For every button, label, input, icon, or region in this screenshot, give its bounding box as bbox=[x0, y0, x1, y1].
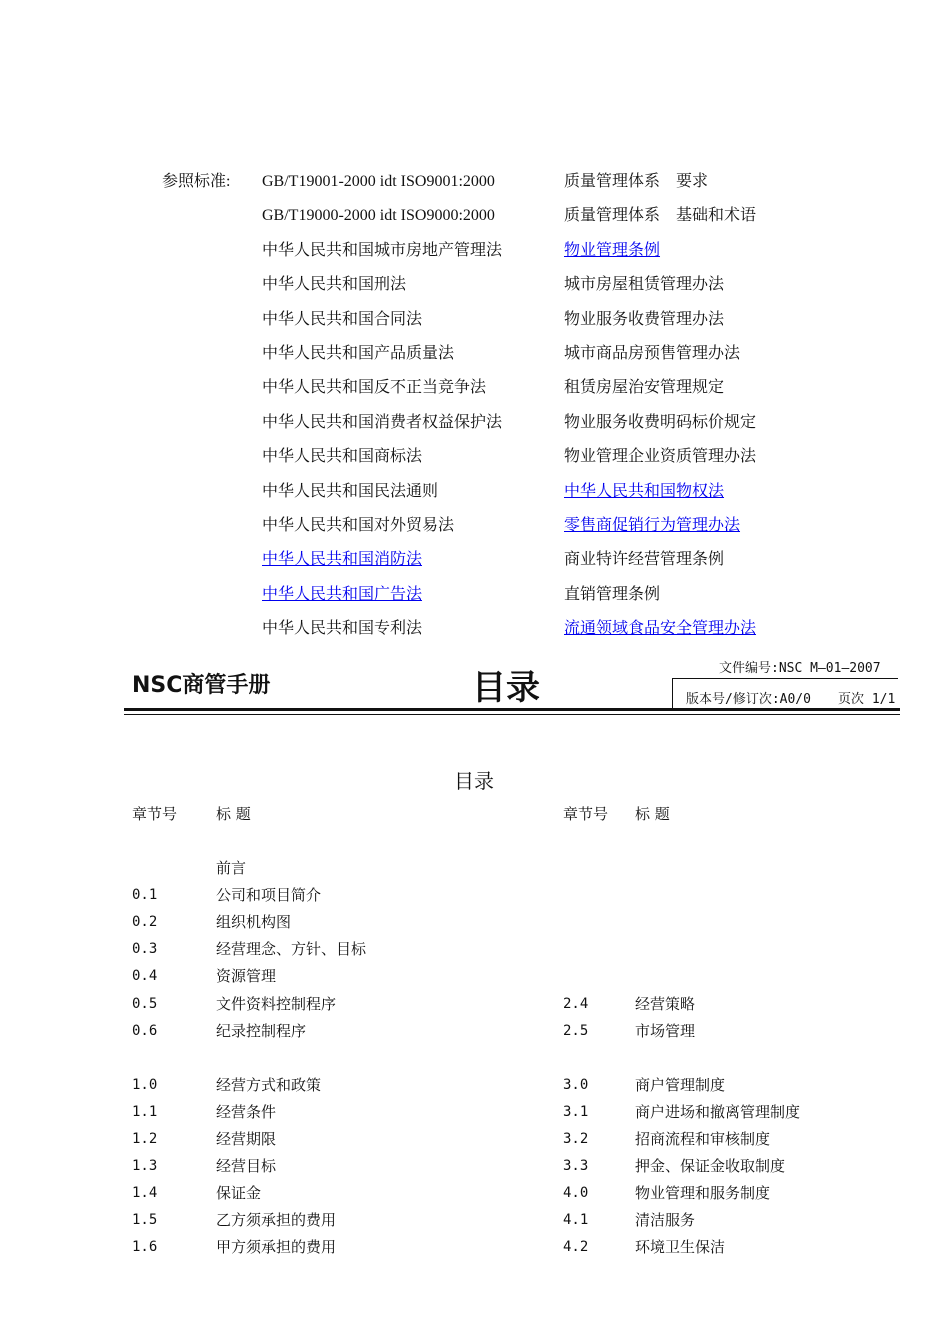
toc-entry-title: 前言 bbox=[216, 859, 247, 877]
reference-item: 城市商品房预售管理办法 bbox=[564, 345, 741, 362]
document-number: 文件编号:NSC M—01—2007 bbox=[719, 661, 881, 676]
toc-chapter-number: 0.3 bbox=[132, 941, 158, 957]
toc-chapter-number: 1.1 bbox=[132, 1104, 158, 1120]
reference-item: 中华人民共和国民法通则 bbox=[262, 483, 439, 500]
reference-link[interactable]: 流通领域食品安全管理办法 bbox=[564, 620, 757, 637]
reference-item: 中华人民共和国刑法 bbox=[262, 276, 407, 293]
toc-entry-title: 甲方须承担的费用 bbox=[216, 1238, 337, 1256]
reference-item: 质量管理体系 要求 bbox=[564, 173, 709, 190]
header-box-left-border bbox=[672, 678, 673, 710]
toc-chapter-number: 0.5 bbox=[132, 996, 158, 1012]
toc-column-chapter-right: 章节号 bbox=[563, 805, 609, 823]
toc-chapter-number: 0.2 bbox=[132, 914, 158, 930]
toc-entry-title: 经营方式和政策 bbox=[216, 1076, 322, 1094]
toc-column-chapter-left: 章节号 bbox=[132, 805, 178, 823]
toc-entry-title: 经营理念、方针、目标 bbox=[216, 940, 367, 958]
reference-item: 中华人民共和国消费者权益保护法 bbox=[262, 414, 503, 431]
reference-link[interactable]: 中华人民共和国消防法 bbox=[262, 551, 423, 568]
toc-entry-title: 纪录控制程序 bbox=[216, 1022, 307, 1040]
toc-chapter-number: 3.3 bbox=[563, 1158, 589, 1174]
toc-entry-title: 商户管理制度 bbox=[635, 1076, 726, 1094]
toc-chapter-number: 4.0 bbox=[563, 1185, 589, 1201]
toc-entry-title: 组织机构图 bbox=[216, 913, 292, 931]
toc-entry-title: 环境卫生保洁 bbox=[635, 1238, 726, 1256]
reference-link[interactable]: 零售商促销行为管理办法 bbox=[564, 517, 741, 534]
reference-item: 直销管理条例 bbox=[564, 586, 661, 603]
reference-link[interactable]: 中华人民共和国广告法 bbox=[262, 586, 423, 603]
toc-entry-title: 经营策略 bbox=[635, 995, 696, 1013]
toc-entry-title: 押金、保证金收取制度 bbox=[635, 1157, 786, 1175]
toc-entry-title: 经营期限 bbox=[216, 1130, 277, 1148]
toc-entry-title: 保证金 bbox=[216, 1184, 262, 1202]
header-rule-thin bbox=[124, 714, 900, 715]
section-title: 目录 bbox=[472, 668, 540, 708]
toc-chapter-number: 2.4 bbox=[563, 996, 589, 1012]
toc-chapter-number: 4.2 bbox=[563, 1239, 589, 1255]
toc-chapter-number: 2.5 bbox=[563, 1023, 589, 1039]
toc-entry-title: 公司和项目简介 bbox=[216, 886, 322, 904]
toc-chapter-number: 0.4 bbox=[132, 968, 158, 984]
reference-item: 中华人民共和国对外贸易法 bbox=[262, 517, 455, 534]
reference-item: 城市房屋租赁管理办法 bbox=[564, 276, 725, 293]
reference-item: 中华人民共和国专利法 bbox=[262, 620, 423, 637]
toc-chapter-number: 1.2 bbox=[132, 1131, 158, 1147]
toc-entry-title: 经营目标 bbox=[216, 1157, 277, 1175]
header-divider bbox=[672, 678, 898, 679]
toc-entry-title: 物业管理和服务制度 bbox=[635, 1184, 771, 1202]
toc-entry-title: 商户进场和撤离管理制度 bbox=[635, 1103, 801, 1121]
reference-item: 中华人民共和国城市房地产管理法 bbox=[262, 242, 503, 259]
toc-chapter-number: 0.6 bbox=[132, 1023, 158, 1039]
manual-title: NSC商管手册 bbox=[132, 673, 271, 698]
reference-item: 商业特许经营管理条例 bbox=[564, 551, 725, 568]
toc-chapter-number: 1.4 bbox=[132, 1185, 158, 1201]
toc-chapter-number: 3.2 bbox=[563, 1131, 589, 1147]
reference-item: 物业服务收费明码标价规定 bbox=[564, 414, 757, 431]
toc-chapter-number: 4.1 bbox=[563, 1212, 589, 1228]
toc-entry-title: 市场管理 bbox=[635, 1022, 696, 1040]
reference-item: 物业管理企业资质管理办法 bbox=[564, 448, 757, 465]
reference-item: 物业服务收费管理办法 bbox=[564, 311, 725, 328]
reference-item: 中华人民共和国合同法 bbox=[262, 311, 423, 328]
page-number: 页次 1/1 bbox=[838, 692, 896, 707]
toc-chapter-number: 3.0 bbox=[563, 1077, 589, 1093]
toc-entry-title: 资源管理 bbox=[216, 967, 277, 985]
reference-item: 质量管理体系 基础和术语 bbox=[564, 207, 757, 224]
toc-entry-title: 文件资料控制程序 bbox=[216, 995, 337, 1013]
reference-item: 中华人民共和国反不正当竞争法 bbox=[262, 379, 487, 396]
reference-item: 租赁房屋治安管理规定 bbox=[564, 379, 725, 396]
reference-item: 中华人民共和国产品质量法 bbox=[262, 345, 455, 362]
header-rule-thick bbox=[124, 708, 900, 711]
toc-chapter-number: 3.1 bbox=[563, 1104, 589, 1120]
toc-entry-title: 经营条件 bbox=[216, 1103, 277, 1121]
reference-link[interactable]: 中华人民共和国物权法 bbox=[564, 483, 725, 500]
toc-entry-title: 乙方须承担的费用 bbox=[216, 1211, 337, 1229]
references-label: 参照标准: bbox=[162, 173, 231, 190]
reference-item: GB/T19001-2000 idt ISO9001:2000 bbox=[262, 173, 495, 190]
toc-column-title-left: 标 题 bbox=[216, 805, 251, 823]
toc-entry-title: 清洁服务 bbox=[635, 1211, 696, 1229]
toc-entry-title: 招商流程和审核制度 bbox=[635, 1130, 771, 1148]
toc-chapter-number: 1.0 bbox=[132, 1077, 158, 1093]
reference-item: GB/T19000-2000 idt ISO9000:2000 bbox=[262, 207, 495, 224]
version-number: 版本号/修订次:A0/0 bbox=[686, 692, 811, 707]
toc-chapter-number: 1.5 bbox=[132, 1212, 158, 1228]
toc-title: 目录 bbox=[454, 769, 494, 793]
toc-chapter-number: 1.6 bbox=[132, 1239, 158, 1255]
toc-column-title-right: 标 题 bbox=[635, 805, 670, 823]
reference-link[interactable]: 物业管理条例 bbox=[564, 242, 661, 259]
reference-item: 中华人民共和国商标法 bbox=[262, 448, 423, 465]
toc-chapter-number: 1.3 bbox=[132, 1158, 158, 1174]
toc-chapter-number: 0.1 bbox=[132, 887, 158, 903]
